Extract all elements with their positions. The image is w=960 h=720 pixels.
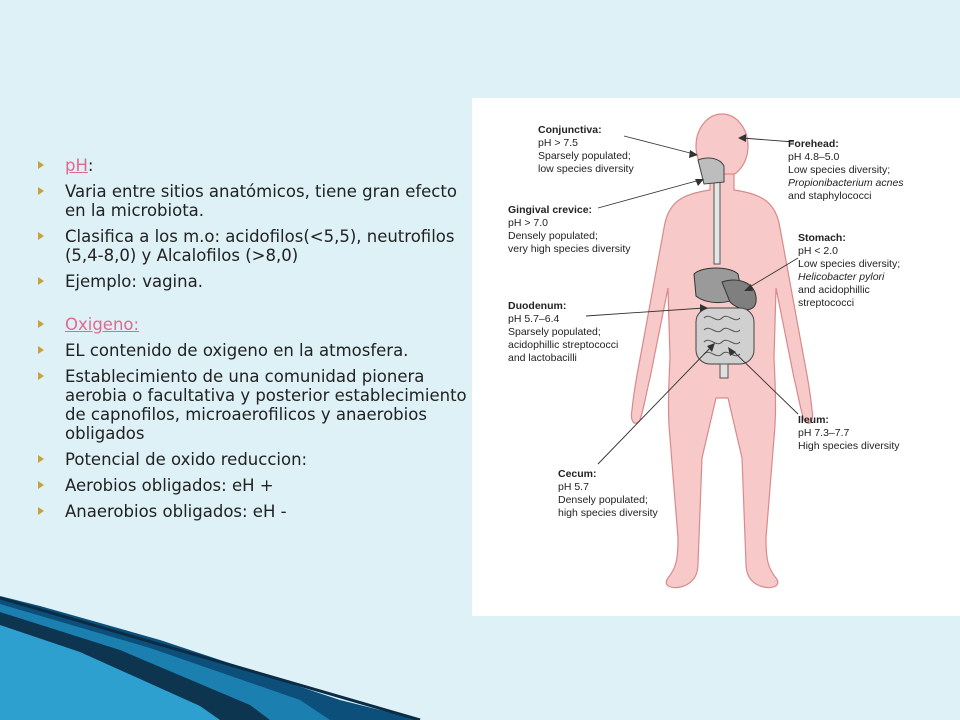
bullet-marker-icon bbox=[38, 481, 44, 489]
bullet-item: EL contenido de oxigeno en la atmosfera. bbox=[38, 341, 478, 360]
conjunctiva-annotation: Conjunctiva: pH > 7.5 Sparsely populated; low species diversity bbox=[538, 124, 634, 175]
gingival-annotation: Gingival crevice: pH > 7.0 Densely populated; very high species diversity bbox=[508, 204, 631, 255]
bullet-item: Potencial de oxido reduccion: bbox=[38, 450, 478, 469]
bullet-item: Anaerobios obligados: eH - bbox=[38, 502, 478, 521]
bullet-item: Establecimiento de una comunidad pionera aerobia o facultativa y posterior establecimiento de capnofilos, microaerofilicos y anaerobios obligados bbox=[38, 367, 478, 443]
bullet-ph: pH: bbox=[38, 156, 478, 175]
bullet-marker-icon bbox=[38, 187, 44, 195]
ileum-annotation: Ileum: pH 7.3–7.7 High species diversity bbox=[798, 414, 900, 452]
bullet-marker-icon bbox=[38, 161, 44, 169]
bullet-oxigeno bbox=[38, 315, 478, 334]
bullet-list bbox=[38, 156, 478, 528]
bullet-marker-icon bbox=[38, 346, 44, 354]
human-microbiota-figure bbox=[472, 98, 960, 616]
bullet-item: Aerobios obligados: eH + bbox=[38, 476, 478, 495]
bullet-marker-icon bbox=[38, 507, 44, 515]
bullet-marker-icon bbox=[38, 320, 44, 328]
forehead-annotation: Forehead: pH 4.8–5.0 Low species diversity; Propionibacterium acnes and staphylococci bbox=[788, 138, 904, 202]
ph-link[interactable]: pH bbox=[65, 156, 88, 175]
stomach-annotation: Stomach: pH < 2.0 Low species diversity; Helicobacter pylori and acidophillic streptococci bbox=[798, 232, 901, 309]
oxigeno-link[interactable]: Oxigeno: bbox=[65, 315, 140, 334]
duodenum-annotation: Duodenum: pH 5.7–6.4 Sparsely populated; acidophillic streptococci and lactobacilli bbox=[508, 300, 619, 364]
bullet-marker-icon bbox=[38, 372, 44, 380]
bullet-item: Ejemplo: vagina. bbox=[38, 272, 478, 291]
cecum-annotation: Cecum: pH 5.7 Densely populated; high species diversity bbox=[558, 468, 658, 519]
bullet-marker-icon bbox=[38, 277, 44, 285]
bullet-marker-icon bbox=[38, 455, 44, 463]
bullet-item: Varia entre sitios anatómicos, tiene gran efecto en la microbiota. bbox=[38, 182, 478, 220]
bullet-marker-icon bbox=[38, 232, 44, 240]
bullet-item: Clasifica a los m.o: acidofilos(<5,5), neutrofilos (5,4-8,0) y Alcalofilos (>8,0) bbox=[38, 227, 478, 265]
